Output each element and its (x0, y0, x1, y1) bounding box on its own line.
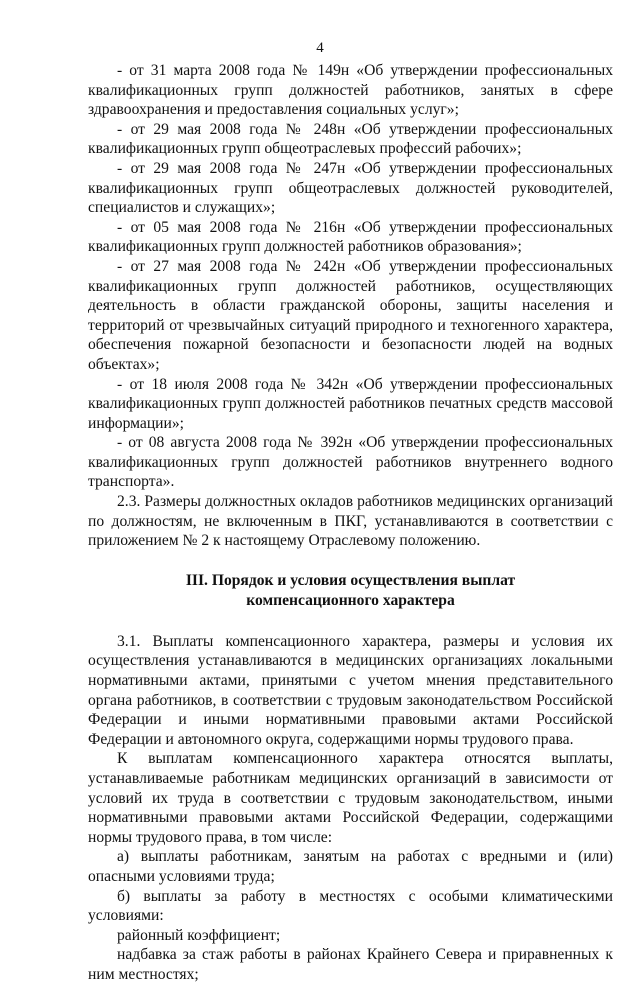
item-b-northern-allowance: надбавка за стаж работы в районах Крайнего Севера и приравненных к ним местностях; (88, 946, 613, 983)
item-a: а) выплаты работникам, занятым на работах с вредными и (или) опасными условиями труда; (88, 848, 613, 885)
section-heading-line2: компенсационного характера (246, 591, 455, 609)
list-item-order-216n: - от 05 мая 2008 года № 216н «Об утверждении профессиональных квалификационных групп должностей работников образования»; (88, 218, 613, 256)
list-item-order-248n: - от 29 мая 2008 года № 248н «Об утверждении профессиональных квалификационных групп общеотраслевых профессий рабочих»; (88, 120, 613, 158)
list-item-order-149n: - от 31 марта 2008 года № 149н «Об утверждении профессиональных квалификационных групп должностей работников, занятых в сфере здравоохранения и предоставления социальных услуг»; (88, 62, 613, 119)
list-item-order-242n: - от 27 мая 2008 года № 242н «Об утверждении профессиональных квалификационных групп должностей работников, осуществляющих деятельность в области гражданской обороны, защиты населения и территорий от чрезвычайных ситуаций природного и техногенного характера, обеспечения пожарной безопасности и безопасности людей на водных объектах»; (88, 257, 613, 373)
paragraph-2-3: 2.3. Размеры должностных окладов работников медицинских организаций по должностям, не включенным в ПКГ, устанавливаются в соответствии с приложением № 2 к настоящему Отраслевому положению. (88, 493, 613, 550)
item-b: б) выплаты за работу в местностях с особыми климатическими условиями: (88, 887, 613, 925)
item-b-regional-coefficient: районный коэффициент; (117, 926, 281, 944)
section-heading (88, 571, 613, 611)
document-body (88, 61, 613, 985)
paragraph-compensation-types: К выплатам компенсационного характера относятся выплаты, устанавливаемые работникам медицинских организаций в зависимости от условий их труда в соответствии с трудовым законодательством, иными нормативными правовыми актами Российской Федерации, содержащими нормы трудового права, в том числе: (88, 750, 613, 846)
page-number: 4 (316, 40, 324, 56)
list-item-order-342n: - от 18 июля 2008 года № 342н «Об утверждении профессиональных квалификационных групп должностей работников печатных средств массовой информации»; (88, 375, 613, 432)
list-item-order-392n: - от 08 августа 2008 года № 392н «Об утверждении профессиональных квалификационных групп должностей работников внутреннего водного транспорта». (88, 434, 613, 491)
section-heading-line1: III. Порядок и условия осуществления выплат (185, 571, 516, 589)
list-item-order-247n: - от 29 мая 2008 года № 247н «Об утверждении профессиональных квалификационных групп общеотраслевых должностей руководителей, специалистов и служащих»; (88, 159, 613, 217)
paragraph-3-1: 3.1. Выплаты компенсационного характера, размеры и условия их осуществления устанавливаются в медицинских организациях локальными нормативными актами, принятыми с учетом мнения представительного органа работников, в соответствии с трудовым законодательством Российской Федерации и иными нормативными правовыми актами Российской Федерации и автономного округа, содержащими нормы трудового права. (88, 632, 613, 748)
